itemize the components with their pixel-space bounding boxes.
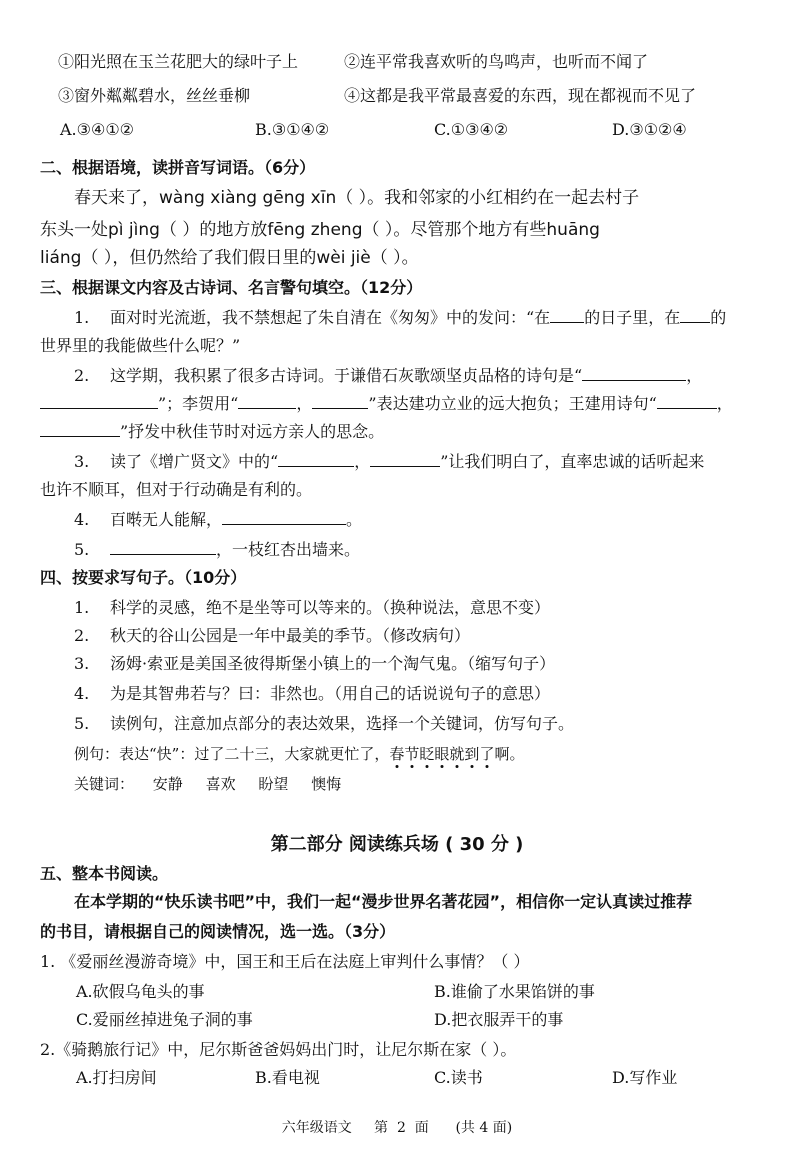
s5-q2-option-b: B.看电视 (255, 1068, 320, 1087)
text: 百啭无人能解， (110, 510, 223, 529)
answer-blank[interactable] (550, 306, 584, 323)
text: 。 (346, 510, 363, 529)
answer-blank[interactable] (222, 508, 346, 525)
pinyin: wàng xiàng gēng xīn (159, 188, 337, 208)
text: ”表达建功立业的远大抱负；王建用诗句“ (368, 394, 657, 413)
text: 为是其智弗若与？曰：非然也。（用自己的话说说句子的意思） (110, 684, 551, 703)
part-2-title: 第二部分 阅读练兵场 ( 30 分 ) (270, 834, 524, 855)
answer-blank[interactable] (40, 420, 120, 437)
text: ， (296, 394, 313, 413)
text: （ ）。尽管那个地方有些 (362, 220, 547, 240)
text: ”；李贺用“ (158, 394, 239, 413)
dotted-char: 了 (479, 745, 495, 763)
option-b: B.③①④② (255, 120, 330, 139)
s3-q2 (74, 364, 702, 388)
text: 面对时光流逝，我不禁想起了朱自清在《匆匆》中的发问：“在 (110, 308, 551, 327)
text: 科学的灵感，绝不是坐等可以等来的。（换种说法，意思不变） (110, 598, 551, 617)
text: （ ）。 (370, 248, 419, 268)
answer-blank[interactable] (582, 364, 686, 381)
section-4-title: 四、按要求写句子。（10分） (40, 568, 247, 587)
s5-q2-option-a: A.打扫房间 (76, 1068, 157, 1087)
s5-q1-option-b: B.谁偷了水果馅饼的事 (434, 982, 595, 1001)
q-number: 3. (74, 452, 90, 471)
item-2: ②连平常我喜欢听的鸟鸣声，也听而不闻了 (344, 52, 649, 71)
q-number: 4. (74, 510, 90, 529)
q-number: 5. (74, 714, 90, 733)
section-2-line-3 (40, 246, 419, 270)
text: （ ）的地方放 (159, 220, 268, 240)
text: ， (354, 452, 371, 471)
s5-q2-option-c: C.读书 (434, 1068, 483, 1087)
s5-intro-1: 在本学期的“快乐读书吧”中，我们一起“漫步世界名著花园”，相信你一定认真读过推荐 (74, 892, 693, 911)
s5-q1: 1. 《爱丽丝漫游奇境》中，国王和王后在法庭上审判什么事情？（ ） (40, 952, 530, 971)
item-1: ①阳光照在玉兰花肥大的绿叶子上 (58, 52, 299, 71)
text: ，一枝红杏出墙来。 (216, 540, 361, 559)
keyword: 懊悔 (311, 775, 342, 793)
s3-q3 (74, 450, 704, 474)
q-number: 2. (74, 626, 90, 645)
text: 秋天的谷山公园是一年中最美的季节。（修改病句） (110, 626, 471, 645)
answer-blank[interactable] (40, 392, 158, 409)
s4-q5 (74, 712, 574, 736)
option-d: D.③①②④ (612, 120, 687, 139)
pinyin: liáng (40, 248, 82, 268)
text: ”让我们明白了，直率忠诚的话听起来 (440, 452, 705, 471)
pinyin: fēng zheng (267, 220, 363, 240)
text: 的 (710, 308, 727, 327)
item-3: ③窗外粼粼碧水，丝丝垂柳 (58, 86, 251, 105)
text: ， (716, 394, 733, 413)
answer-blank[interactable] (657, 392, 717, 409)
q-number: 1. (74, 598, 90, 617)
s3-q1-cont: 世界里的我能做些什么呢？” (40, 336, 241, 355)
section-2-line-1 (74, 186, 639, 210)
keyword-label: 关键词： (74, 775, 135, 793)
s5-intro-2: 的书目，请根据自己的阅读情况，选一选。（3分） (40, 922, 396, 941)
section-5-title: 五、整本书阅读。 (40, 864, 169, 883)
text: 的日子里，在 (584, 308, 681, 327)
text: 这学期，我积累了很多古诗词。于谦借石灰歌颂坚贞品格的诗句是“ (110, 366, 583, 385)
option-c: C.①③④② (434, 120, 509, 139)
page-footer: 六年级语文 第 2 面 (共 4 面) (281, 1120, 513, 1136)
s5-q2-option-d: D.写作业 (612, 1068, 678, 1087)
q-number: 2. (74, 366, 90, 385)
text: ”抒发中秋佳节时对远方亲人的思念。 (120, 422, 385, 441)
s5-q2: 2.《骑鹅旅行记》中，尼尔斯爸爸妈妈出门时，让尼尔斯在家（ ）。 (40, 1040, 517, 1059)
section-3-title: 三、根据课文内容及古诗词、名言警句填空。（12分） (40, 278, 423, 297)
keyword: 安静 (152, 775, 183, 793)
s5-q1-option-d: D.把衣服弄干的事 (434, 1010, 564, 1029)
answer-blank[interactable] (238, 392, 296, 409)
text: ， (686, 366, 703, 385)
s3-q5 (74, 538, 360, 562)
s4-q4 (74, 682, 550, 706)
option-a: A.③④①② (60, 120, 135, 139)
s4-q3 (74, 652, 555, 676)
q-number: 4. (74, 684, 90, 703)
example-sentence (74, 742, 524, 766)
q-number: 1. (74, 308, 90, 327)
text: 读了《增广贤文》中的“ (110, 452, 279, 471)
s4-q1 (74, 596, 550, 620)
dotted-char: 眼 (434, 745, 450, 763)
s3-q2-cont2 (40, 420, 384, 444)
section-2-title: 二、根据语境，读拼音写词语。（6分） (40, 158, 316, 177)
s5-q1-option-a: A.砍假乌龟头的事 (76, 982, 205, 1001)
section-2-line-2 (40, 218, 600, 242)
s3-q2-cont (40, 392, 733, 416)
s4-q2 (74, 624, 470, 648)
s5-q1-option-c: C.爱丽丝掉进兔子洞的事 (76, 1010, 253, 1029)
text: （ ），但仍然给了我们假日里的 (81, 248, 317, 268)
s3-q1 (74, 306, 726, 330)
dotted-char: 就 (449, 745, 465, 763)
q-number: 5. (74, 540, 90, 559)
pinyin: pì jìng (108, 220, 160, 240)
text: 春天来了， (74, 188, 159, 208)
answer-blank[interactable] (680, 306, 710, 323)
s3-q4 (74, 508, 362, 532)
s3-q3-cont: 也许不顺耳，但对于行动确是有利的。 (40, 480, 313, 499)
keywords (74, 772, 341, 796)
text: 读例句，注意加点部分的表达效果，选择一个关键词，仿写句子。 (110, 714, 575, 733)
answer-blank[interactable] (278, 450, 354, 467)
q-number: 3. (74, 654, 90, 673)
answer-blank[interactable] (110, 538, 216, 555)
keyword: 盼望 (258, 775, 289, 793)
text: 例句：表达“快”：过了二十三，大家就更忙了， (74, 745, 390, 763)
answer-blank[interactable] (312, 392, 368, 409)
text: 东头一处 (40, 220, 108, 240)
dotted-char: 到 (464, 745, 480, 763)
pinyin: huāng (546, 220, 600, 240)
pinyin: wèi jiè (316, 248, 371, 268)
answer-blank[interactable] (370, 450, 440, 467)
keyword: 喜欢 (205, 775, 236, 793)
text: （ ）。我和邻家的小红相约在一起去村子 (336, 188, 640, 208)
item-4: ④这都是我平常最喜爱的东西，现在都视而不见了 (344, 86, 697, 105)
dotted-char: 节 (404, 745, 420, 763)
text: 汤姆·索亚是美国圣彼得斯堡小镇上的一个淘气鬼。（缩写句子） (110, 654, 556, 673)
dotted-char: 眨 (419, 745, 435, 763)
dotted-char: 春 (389, 745, 405, 763)
text: 啊。 (494, 745, 525, 763)
